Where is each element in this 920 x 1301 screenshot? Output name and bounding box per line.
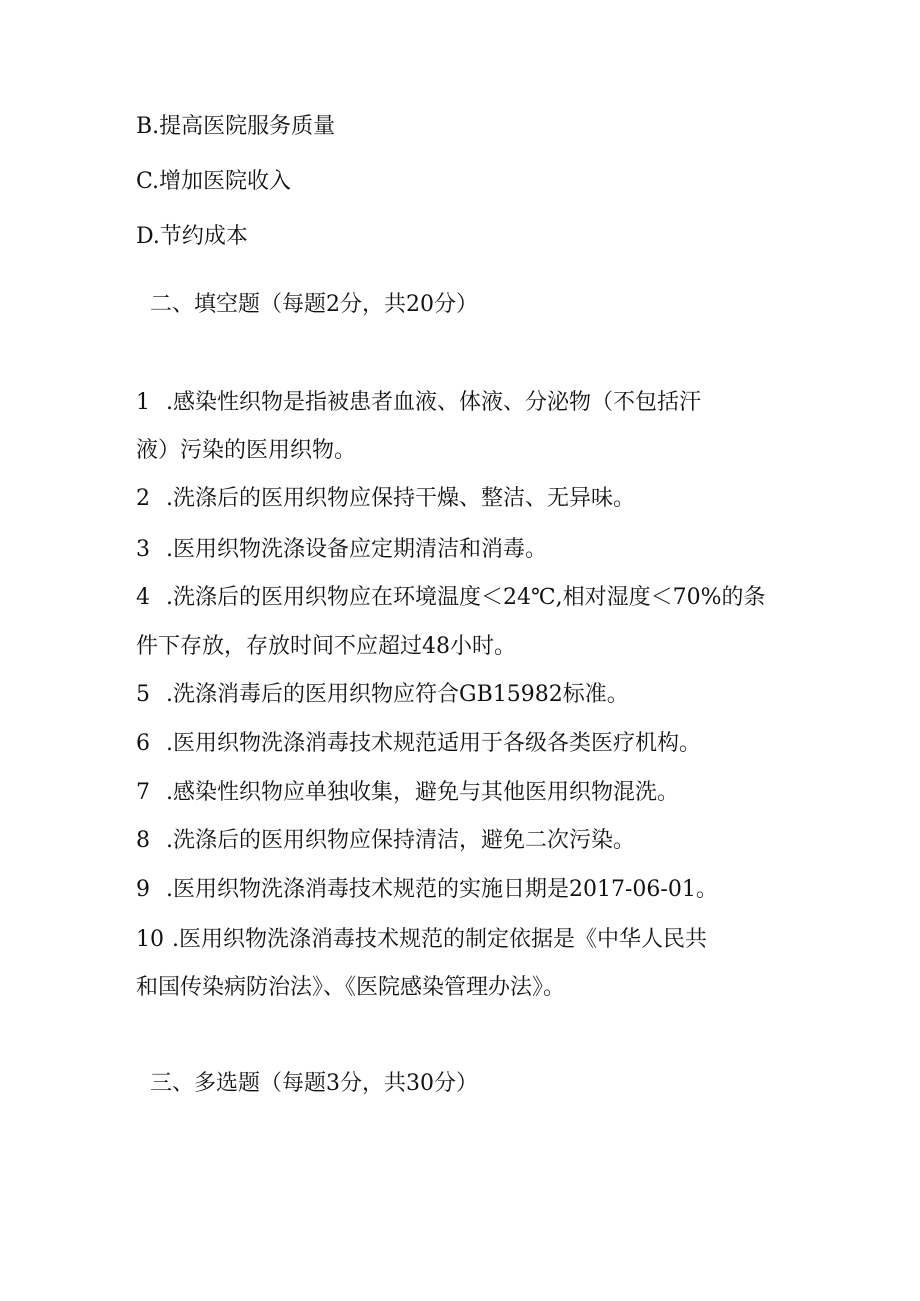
question-text: .洗涤后的医用织物应保持干燥、整洁、无异味。 [166, 486, 635, 511]
question-text: .感染性织物应单独收集，避免与其他医用织物混洗。 [166, 780, 679, 805]
question-number: 2 [136, 486, 150, 511]
option-letter: C. [136, 169, 160, 194]
question-text-continued: 和国传染病防治法》、《医院感染管理办法》。 [136, 975, 566, 1000]
option-b [136, 112, 335, 142]
question-item [136, 925, 707, 955]
question-number: 7 [136, 780, 150, 805]
question-text: .洗涤后的医用织物应在环境温度＜24℃,相对湿度＜70%的条 [166, 585, 766, 610]
question-text: .感染性织物是指被患者血液、体液、分泌物（不包括汗 [166, 390, 701, 415]
question-number: 1 [136, 390, 150, 415]
question-item [136, 680, 629, 710]
question-item [136, 388, 701, 418]
section-heading-multiple-choice: 三、多选题（每题3分，共30分） [150, 1071, 478, 1096]
question-item [136, 484, 635, 514]
option-d [136, 222, 248, 252]
question-item [136, 729, 701, 759]
option-text: 提高医院服务质量 [159, 114, 336, 139]
question-text: .医用织物洗涤消毒技术规范的实施日期是2017-06-01。 [166, 877, 718, 902]
section-heading-fill-in: 二、填空题（每题2分，共20分） [150, 292, 478, 317]
question-number: 4 [136, 585, 150, 610]
option-letter: D. [136, 224, 160, 249]
question-number: 9 [136, 877, 150, 902]
question-item [136, 875, 718, 905]
question-number: 8 [136, 828, 150, 853]
option-letter: B. [136, 114, 160, 139]
question-item [136, 826, 635, 856]
question-text: .洗涤后的医用织物应保持清洁，避免二次污染。 [166, 828, 635, 853]
question-number: 6 [136, 731, 150, 756]
question-text: .洗涤消毒后的医用织物应符合GB15982标准。 [166, 682, 629, 707]
question-text: .医用织物洗涤消毒技术规范的制定依据是《中华人民共 [172, 927, 707, 952]
question-number: 10 [136, 927, 164, 952]
option-text: 增加医院收入 [159, 169, 292, 194]
question-item [136, 583, 766, 613]
question-text-continued: 液）污染的医用织物。 [136, 438, 357, 463]
question-number: 3 [136, 537, 150, 562]
question-item [136, 535, 547, 565]
question-number: 5 [136, 682, 150, 707]
question-text: .医用织物洗涤设备应定期清洁和消毒。 [166, 537, 547, 562]
option-c [136, 167, 291, 197]
question-text-continued: 件下存放，存放时间不应超过48小时。 [136, 634, 516, 659]
option-text: 节约成本 [159, 224, 248, 249]
question-text: .医用织物洗涤消毒技术规范适用于各级各类医疗机构。 [166, 731, 701, 756]
question-item [136, 778, 679, 808]
